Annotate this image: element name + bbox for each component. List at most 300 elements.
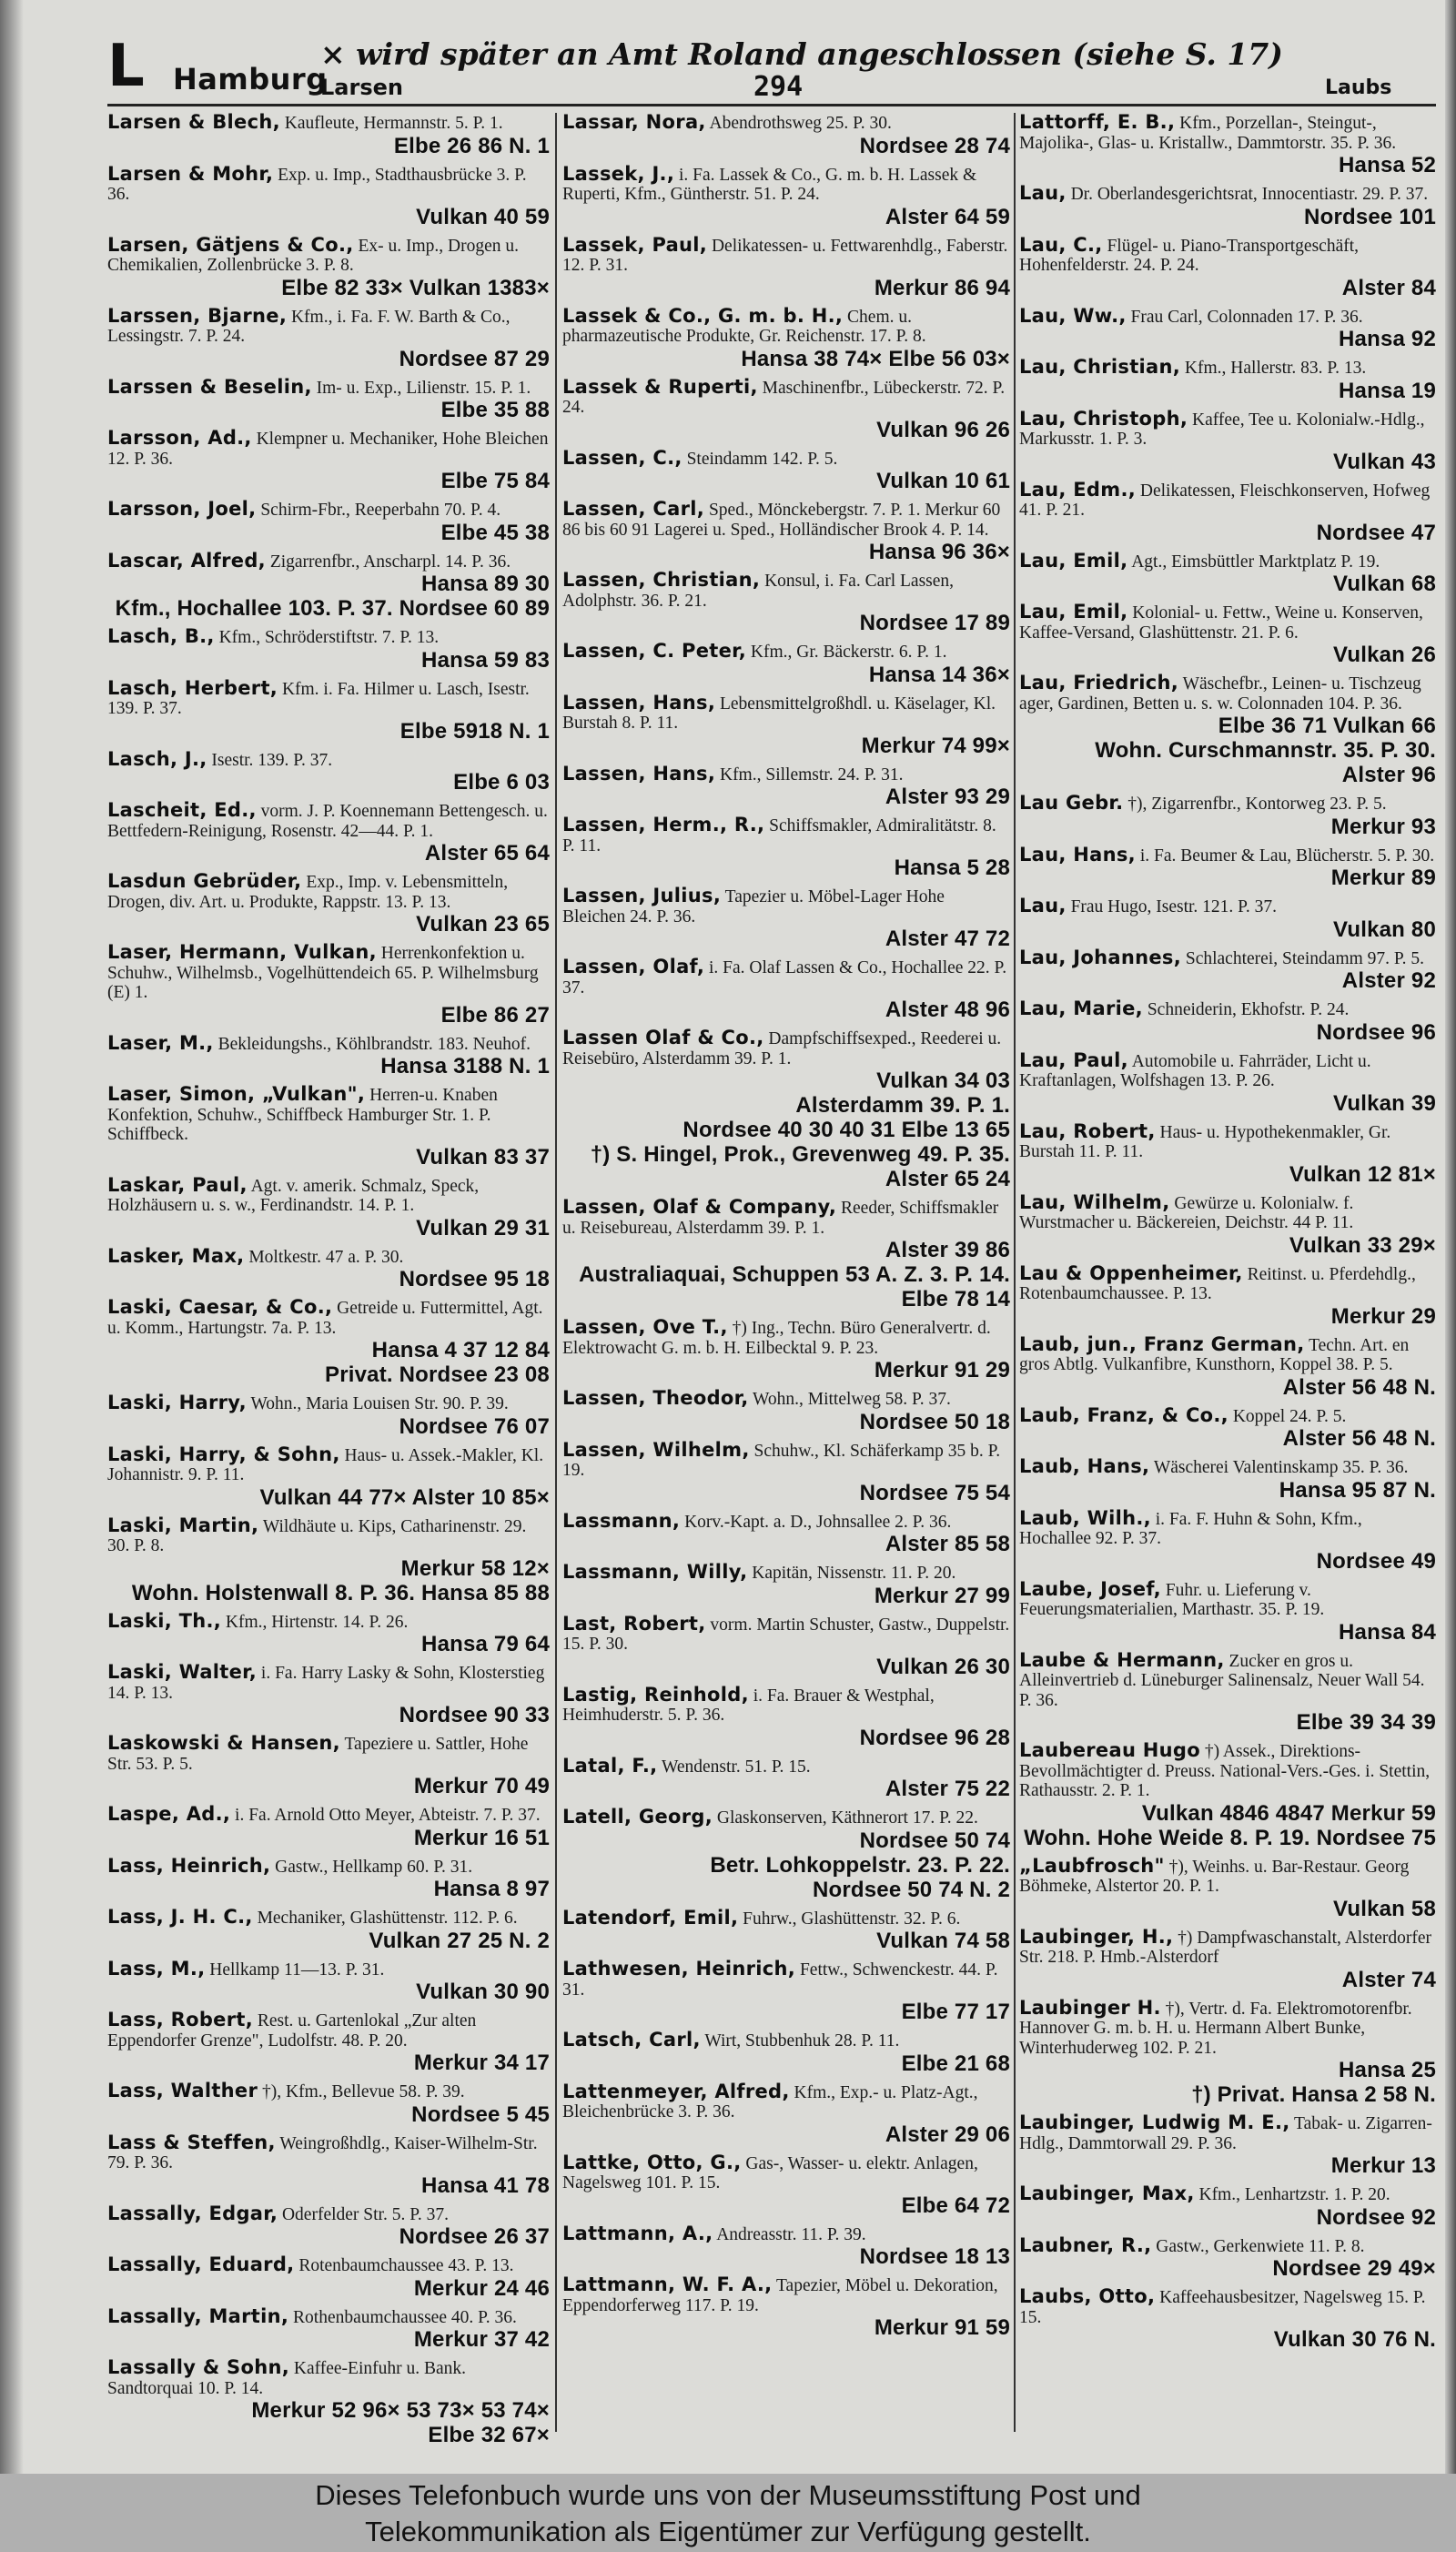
directory-entry — [107, 1854, 550, 1902]
entry-phone: Alster 96 — [1341, 763, 1436, 787]
directory-entry — [1019, 948, 1436, 994]
entry-phone: Merkur 86 94 — [874, 275, 1010, 300]
entry-details: Kfm., Hirtenstr. 14. P. 26. — [225, 1612, 409, 1632]
entry-details: †), Zigarrenfbr., Kontorweg 23. P. 5. — [1127, 795, 1387, 814]
entry-name: Lascheit, Ed., — [107, 799, 257, 821]
entry-phone: Alster 85 58 — [885, 1532, 1010, 1556]
entry-phone: Nordsee 87 29 — [399, 346, 550, 371]
entry-details: Maschinenfbr., Lübeckerstr. 72. P. 24. — [562, 378, 1006, 417]
entry-details: Kolonial- u. Fettw., Weine u. Konserven, Kaffee-Versand, Glashüttenstr. 21. P. 6. — [1019, 603, 1423, 643]
directory-entry — [562, 1318, 1010, 1382]
entry-details: †) Ing., Techn. Büro Generalvertr. d. Elektrowacht G. m. b. H. Eilbecktal 9. P. 23. — [562, 1319, 991, 1358]
entry-phone: Vulkan 26 — [1333, 643, 1436, 667]
entry-phone: Australiaquai, Schuppen 53 A. Z. 3. P. 14. — [579, 1262, 1010, 1287]
entry-phone: Merkur 16 51 — [413, 1825, 550, 1850]
entry-phone: Nordsee 101 — [1304, 204, 1436, 229]
directory-entry — [562, 1028, 1010, 1191]
entry-phone: Hansa 52 — [1339, 153, 1436, 177]
directory-entry — [562, 2082, 1010, 2147]
entry-phone: Elbe 35 88 — [440, 398, 550, 422]
directory-entry — [1019, 1048, 1436, 1116]
entry-name: Lau, Hans, — [1019, 843, 1136, 866]
exchange-notice: × wird später an Amt Roland angeschlossen (siehe S. 17) — [320, 36, 1283, 72]
entry-details: Fuhrw., Glashüttenstr. 32. P. 6. — [743, 1909, 961, 1929]
directory-entry — [562, 233, 1010, 300]
entry-name: Lass & Steffen, — [107, 2131, 276, 2153]
entry-details: Kaffee, Tee u. Kolonialw.-Hdlg., Markusstr. 1. P. 3. — [1019, 410, 1425, 449]
entry-details: i. Fa. Beumer & Lau, Blücherstr. 5. P. 30. — [1139, 846, 1435, 866]
directory-entry — [107, 2081, 550, 2127]
entry-phone: Elbe 21 68 — [901, 2051, 1010, 2076]
entry-details: Fuhr. u. Lieferung v. Feuerungsmaterialien, Marthastr. 35. P. 19. — [1019, 1580, 1325, 1619]
directory-entry — [1019, 407, 1436, 474]
directory-entry — [1019, 896, 1436, 942]
entry-details: Lebensmittelgroßhdl. u. Käselager, Kl. Burstah 8. P. 11. — [562, 694, 996, 733]
entry-name: Larssen & Beselin, — [107, 375, 312, 398]
entry-phone: Merkur 58 12× — [400, 1555, 550, 1581]
entry-phone: Vulkan 29 31 — [416, 1215, 550, 1241]
entry-details: Getreide u. Futtermittel, Agt. u. Komm., Hartungstr. 7a. P. 13. — [107, 1299, 543, 1338]
entry-name: Lassen, Hans, — [562, 691, 716, 714]
entry-name: Laubinger, Max, — [1019, 2182, 1195, 2204]
entry-phone: Nordsee 96 — [1316, 1019, 1436, 1045]
directory-entry — [1019, 1741, 1436, 1850]
entry-details: †), Kfm., Bellevue 58. P. 39. — [262, 2082, 465, 2101]
entry-phone: Hansa 14 36× — [868, 662, 1010, 687]
entry-name: Latendorf, Emil, — [562, 1906, 739, 1929]
entry-phone: Elbe 45 38 — [440, 520, 550, 545]
entry-details: Bekleidungshs., Köhlbrandstr. 183. Neuhof. — [217, 1034, 531, 1054]
entry-details: Kfm., Hallerstr. 83. P. 13. — [1184, 359, 1367, 378]
entry-name: Lassally, Edgar, — [107, 2202, 278, 2224]
entry-details: i. Fa. Harry Lasky & Sohn, Klosterstieg 14. P. 13. — [107, 1664, 545, 1703]
entry-name: Laser, M., — [107, 1031, 214, 1054]
entry-details: Hellkamp 11—13. P. 31. — [209, 1960, 385, 1980]
entry-phone: Elbe 26 86 N. 1 — [393, 133, 550, 158]
entry-name: Lau, — [1019, 182, 1067, 204]
directory-entry — [1019, 184, 1436, 229]
footer-notice — [0, 2474, 1456, 2552]
directory-entry — [107, 1085, 550, 1170]
page-edge-shadow — [1445, 0, 1456, 2474]
entry-name: Lastig, Reinhold, — [562, 1683, 749, 1706]
directory-entry — [107, 1516, 550, 1605]
directory-entry — [1019, 603, 1436, 667]
entry-name: Lass, Walther — [107, 2080, 258, 2101]
directory-entry — [562, 113, 1010, 158]
entry-phone: Vulkan 40 59 — [416, 204, 550, 229]
entry-name: Lassally, Eduard, — [107, 2253, 295, 2275]
directory-entry — [1019, 1261, 1436, 1329]
entry-details: Automobile u. Fahrräder, Licht u. Kraftanlagen, Wolfshagen 13. P. 26. — [1019, 1051, 1371, 1090]
entry-details: Chem. u. pharmazeutische Produkte, Gr. Reichenstr. 17. P. 8. — [562, 307, 926, 346]
directory-entry — [107, 1031, 550, 1079]
directory-entry — [1019, 233, 1436, 300]
directory-entry — [107, 162, 550, 229]
entry-details: Herrenkonfektion u. Schuhw., Wilhelmsb., Vogelhüttendeich 65. P. Wilhelmsburg (E) 1. — [107, 944, 539, 1002]
entry-details: Kfm., Exp.- u. Platz-Agt., Bleichenbrücke 3. P. 36. — [562, 2082, 978, 2122]
entry-details: Gewürze u. Kolonialw. f. Wurstmacher u. Bäckereien, Deichstr. 44 P. 11. — [1019, 1193, 1354, 1232]
entry-name: Lattenmeyer, Alfred, — [562, 2080, 790, 2102]
entry-name: Laub, Franz, & Co., — [1019, 1403, 1228, 1426]
entry-name: Lassen, C. Peter, — [562, 640, 746, 662]
entry-details: Kaffeehausbesitzer, Nagelsweg 15. P. 15. — [1019, 2288, 1426, 2327]
entry-details: †), Vertr. d. Fa. Elektromotorenfbr. Hannover G. m. b. H. u. Hermann Albert Bunke, Winterhuderweg 102. P. 21. — [1019, 1999, 1412, 2058]
directory-entry — [562, 2224, 1010, 2270]
entry-name: Lassen, Olaf, — [562, 956, 705, 977]
entry-phone: Vulkan 58 — [1333, 1896, 1436, 1921]
directory-entry — [107, 1393, 550, 1439]
directory-entry — [107, 1805, 550, 1850]
entry-details: Kfm., Porzellan-, Steingut-, Majolika-, Glas- u. Kristallw., Dammtorstr. 35. P. 36. — [1019, 114, 1397, 153]
entry-phone: Elbe 82 33× Vulkan 1383× — [281, 275, 550, 300]
entry-phone: Vulkan 43 — [1333, 449, 1436, 474]
directory-entry — [1019, 1332, 1436, 1400]
entry-phone: Hansa 8 97 — [433, 1877, 550, 1901]
directory-entry — [107, 1298, 550, 1387]
entry-details: Tapeziere u. Sattler, Hohe Str. 53. P. 5. — [107, 1735, 529, 1774]
entry-details: Glaskonserven, Käthnerort 17. P. 22. — [716, 1808, 978, 1828]
entry-details: Schneiderin, Ekhofstr. P. 24. — [1147, 1000, 1350, 1019]
entry-phone: Merkur 74 99× — [861, 733, 1010, 758]
entry-phone: Alster 29 06 — [885, 2122, 1010, 2147]
entry-phone: Vulkan 26 30 — [876, 1654, 1010, 1679]
directory-entry — [562, 762, 1010, 810]
directory-entry — [562, 162, 1010, 229]
directory-entry — [562, 815, 1010, 880]
entry-details: Gastw., Gerkenwiete 11. P. 8. — [1156, 2236, 1365, 2256]
entry-phone: Betr. Lohkoppelstr. 23. P. 22. — [710, 1852, 1010, 1878]
column-3 — [1019, 113, 1436, 2432]
entry-details: †) Assek., Direktions-Bevollmächtigter d. Preuss. National-Vers.-Ges. i. Stettin, Rathausstr. 2. P. 1. — [1019, 1742, 1431, 1800]
entry-details: vorm. J. P. Koennemann Bettengesch. u. Bettfedern-Reinigung, Rosenstr. 42—44. P. 1. — [107, 802, 548, 841]
entry-phone: Merkur 24 46 — [413, 2275, 550, 2301]
entry-name: Laubinger, Ludwig M. E., — [1019, 2111, 1290, 2133]
entry-name: Lau, Christian, — [1019, 356, 1181, 378]
entry-phone: Merkur 13 — [1330, 2153, 1436, 2178]
entry-details: Delikatessen, Fleischkonserven, Hofweg 41. P. 21. — [1019, 481, 1431, 520]
directory-entry — [107, 1609, 550, 1657]
entry-details: Sped., Mönckebergstr. 7. P. 1. Merkur 60 86 bis 60 91 Lagerei u. Sped., Holländischer Brook 4. P. 14. — [562, 501, 1001, 540]
entry-details: Dr. Oberlandesgerichtsrat, Innocentiastr. 29. P. 37. — [1070, 185, 1429, 204]
entry-name: Laspe, Ad., — [107, 1803, 231, 1825]
directory-entry — [562, 2153, 1010, 2218]
entry-details: Klempner u. Mechaniker, Hohe Bleichen 12. P. 36. — [107, 430, 549, 469]
directory-entry — [107, 2304, 550, 2353]
entry-phone: Hansa 79 64 — [421, 1632, 550, 1656]
entry-name: Lau, Marie, — [1019, 998, 1143, 1019]
entry-name: Lau, Emil, — [1019, 601, 1128, 623]
entry-phone: Nordsee 18 13 — [859, 2244, 1010, 2269]
entry-phone: Elbe 64 72 — [901, 2192, 1010, 2218]
entry-name: Laser, Simon, „Vulkan", — [107, 1083, 366, 1105]
entry-phone: Alster 92 — [1341, 968, 1436, 993]
directory-entry — [107, 872, 550, 937]
entry-name: Larsen & Mohr, — [107, 162, 274, 185]
entry-name: Lassen, Wilhelm, — [562, 1438, 750, 1461]
directory-entry — [562, 1960, 1010, 2024]
entry-phone: Elbe 39 34 39 — [1296, 1710, 1436, 1735]
entry-phone: Merkur 93 — [1330, 814, 1436, 839]
entry-name: Lassen, Julius, — [562, 885, 722, 906]
directory-entry — [107, 304, 550, 371]
entry-phone: Hansa 95 87 N. — [1279, 1477, 1436, 1503]
directory-entry — [562, 304, 1010, 371]
entry-phone: Nordsee 47 — [1316, 520, 1436, 545]
directory-entry — [1019, 113, 1436, 177]
entry-phone: Nordsee 40 30 40 31 Elbe 13 65 — [682, 1118, 1010, 1142]
entry-name: Laub, Wilh., — [1019, 1506, 1151, 1529]
entry-name: Lassally & Sohn, — [107, 2356, 289, 2378]
entry-name: Lassen, Ove T., — [562, 1316, 728, 1338]
entry-name: Laubinger, H., — [1019, 1925, 1174, 1948]
entry-phone: Nordsee 50 74 — [859, 1828, 1010, 1853]
entry-name: Lau, Johannes, — [1019, 946, 1181, 968]
entry-details: vorm. Martin Schuster, Gastw., Duppelstr. 15. P. 30. — [562, 1615, 1010, 1654]
entry-phone: Merkur 27 99 — [874, 1583, 1010, 1608]
directory-entry — [107, 1244, 550, 1292]
directory-entry — [1019, 1119, 1436, 1187]
entry-details: Haus- u. Hypothekenmakler, Gr. Burstah 11. P. 11. — [1019, 1122, 1391, 1161]
directory-entry — [107, 2255, 550, 2301]
directory-entry — [1019, 1457, 1436, 1503]
entry-phone: Nordsee 50 18 — [859, 1409, 1010, 1434]
directory-entry — [107, 943, 550, 1028]
entry-details: Korv.-Kapt. a. D., Johnsallee 2. P. 36. — [684, 1512, 952, 1532]
entry-phone: Wohn. Hohe Weide 8. P. 19. Nordsee 75 — [1024, 1825, 1436, 1850]
directory-entry — [107, 676, 550, 744]
entry-phone: Vulkan 23 65 — [416, 912, 550, 937]
entry-phone: Alster 74 — [1341, 1967, 1436, 1992]
entry-name: Lau, Friedrich, — [1019, 672, 1179, 694]
entry-phone: Nordsee 50 74 N. 2 — [812, 1877, 1010, 1902]
entry-name: Lassen, Herm., R., — [562, 814, 765, 835]
entry-name: Lau Gebr. — [1019, 792, 1124, 814]
directory-entry — [1019, 478, 1436, 545]
entry-name: Lattke, Otto, G., — [562, 2151, 742, 2173]
directory-entry — [107, 1734, 550, 1798]
entry-phone: Elbe 86 27 — [440, 1002, 550, 1028]
directory-entry — [562, 571, 1010, 635]
entry-details: Schirm-Fbr., Reeperbahn 70. P. 4. — [260, 501, 501, 520]
entry-phone: Elbe 5918 N. 1 — [399, 718, 550, 744]
entry-name: Lass, Robert, — [107, 2009, 253, 2030]
entry-details: Flügel- u. Piano-Transportgeschäft, Hohenfelderstr. 24. P. 24. — [1019, 236, 1360, 275]
entry-phone: Hansa 4 37 12 84 — [371, 1338, 550, 1362]
directory-entry — [562, 886, 1010, 951]
entry-name: „Laubfrosch" — [1019, 1854, 1165, 1877]
directory-entry — [107, 2204, 550, 2250]
entry-phone: Vulkan 10 61 — [876, 469, 1010, 493]
entry-details: Abendrothsweg 25. P. 30. — [709, 114, 892, 133]
entry-phone: Wohn. Holstenwall 8. P. 36. Hansa 85 88 — [131, 1580, 550, 1605]
entry-phone: Nordsee 96 28 — [859, 1725, 1010, 1750]
entry-details: Moltkestr. 47 a. P. 30. — [248, 1247, 404, 1267]
directory-entry — [107, 1663, 550, 1727]
entry-name: Lattmann, W. F. A., — [562, 2274, 773, 2295]
entry-phone: Vulkan 39 — [1333, 1090, 1436, 1116]
entry-phone: Alster 65 64 — [424, 841, 550, 866]
entry-phone: Merkur 34 17 — [413, 2051, 550, 2075]
directory-entry — [107, 1173, 550, 1241]
entry-phone: Vulkan 30 90 — [416, 1980, 550, 2004]
entry-details: Kfm., i. Fa. F. W. Barth & Co., Lessingstr. 7. P. 24. — [107, 307, 511, 346]
entry-phone: Hansa 84 — [1339, 1619, 1436, 1645]
column-divider — [1014, 113, 1016, 2432]
entry-phone: Kfm., Hochallee 103. P. 37. Nordsee 60 89 — [115, 596, 550, 621]
footer-line-2: Telekommunikation als Eigentümer zur Verfügung gestellt. — [365, 2516, 1091, 2547]
entry-details: Agt., Eimsbüttler Marktplatz P. 19. — [1131, 552, 1380, 572]
entry-phone: Hansa 41 78 — [421, 2172, 550, 2198]
directory-entry — [107, 1445, 550, 1510]
entry-phone: Nordsee 76 07 — [399, 1413, 550, 1439]
entry-details: Reeder, Schiffsmakler u. Reisebureau, Alsterdamm 39. P. 1. — [562, 1199, 999, 1238]
entry-name: Laubs, Otto, — [1019, 2285, 1156, 2307]
entry-name: Lau, — [1019, 895, 1067, 916]
entry-name: Lau, C., — [1019, 233, 1103, 256]
directory-entry — [562, 1438, 1010, 1505]
entry-details: Reitinst. u. Pferdehdlg., Rotenbaumchaussee. P. 13. — [1019, 1264, 1416, 1303]
entry-name: Lassek, J., — [562, 162, 675, 185]
entry-details: Oderfelder Str. 5. P. 37. — [281, 2204, 450, 2224]
entry-phone: Vulkan 33 29× — [1289, 1232, 1436, 1258]
entry-name: Lass, J. H. C., — [107, 1906, 253, 1928]
entry-name: Lassar, Nora, — [562, 111, 706, 133]
directory-entry — [562, 2030, 1010, 2076]
entry-name: Lass, Heinrich, — [107, 1854, 271, 1877]
directory-entry — [562, 1389, 1010, 1434]
entry-phone: Nordsee 5 45 — [411, 2101, 550, 2127]
entry-phone: Nordsee 49 — [1316, 1548, 1436, 1574]
entry-details: Kfm., Lenhartzstr. 1. P. 20. — [1198, 2185, 1390, 2204]
entry-details: Tapezier u. Möbel-Lager Hohe Bleichen 24. P. 36. — [562, 887, 945, 927]
entry-name: Lassen Olaf & Co., — [562, 1027, 764, 1048]
entry-details: Kaufleute, Hermannstr. 5. P. 1. — [284, 114, 503, 133]
entry-details: Schuhw., Kl. Schäferkamp 35 b. P. 19. — [562, 1441, 1001, 1480]
entry-phone: Vulkan 30 76 N. — [1273, 2327, 1436, 2352]
entry-details: Kaffee-Einfuhr u. Bank. Sandtorquai 10. P. 14. — [107, 2359, 467, 2398]
entry-name: Laubereau Hugo — [1019, 1739, 1200, 1761]
entry-details: Frau Hugo, Isestr. 121. P. 37. — [1070, 897, 1277, 916]
header-rule — [107, 104, 1436, 106]
entry-name: Larsen & Blech, — [107, 111, 280, 133]
entry-name: Laski, Th., — [107, 1609, 222, 1632]
entry-phone: Hansa 92 — [1339, 327, 1436, 351]
entry-phone: Wohn. Curschmannstr. 35. P. 30. — [1095, 738, 1436, 763]
entry-details: Haus- u. Assek.-Makler, Kl. Johannistr. 9. P. 11. — [107, 1445, 544, 1484]
entry-details: Agt. v. amerik. Schmalz, Speck, Holzhäusern u. s. w., Ferdinandstr. 14. P. 1. — [107, 1176, 480, 1215]
entry-phone: Hansa 25 — [1339, 2058, 1436, 2082]
entry-name: Lau, Christoph, — [1019, 407, 1188, 430]
entry-phone: Vulkan 96 26 — [876, 417, 1010, 442]
entry-phone: Alster 84 — [1341, 275, 1436, 300]
entry-phone: Elbe 6 03 — [453, 770, 550, 795]
directory-entry — [107, 2010, 550, 2075]
entry-phone: Alster 56 48 N. — [1282, 1426, 1436, 1451]
entry-phone: Vulkan 83 37 — [416, 1144, 550, 1170]
entry-details: Kfm. i. Fa. Hilmer u. Lasch, Isestr. 139. P. 37. — [107, 679, 530, 718]
directory-entry — [562, 375, 1010, 442]
entry-name: Latsch, Carl, — [562, 2029, 701, 2051]
entry-name: Laskowski & Hansen, — [107, 1732, 340, 1754]
directory-entry — [107, 627, 550, 673]
entry-details: Dampfschiffsexped., Reederei u. Reisebüro, Alsterdamm 39. P. 1. — [562, 1029, 1002, 1068]
entry-phone: Elbe 32 67× — [428, 2423, 550, 2447]
directory-entry — [1019, 1577, 1436, 1645]
directory-entry — [562, 1754, 1010, 1802]
entry-phone: Alster 64 59 — [885, 204, 1010, 229]
section-letter: L — [107, 33, 145, 100]
entry-phone: Merkur 91 29 — [874, 1358, 1010, 1382]
entry-details: Zucker en gros u. Alleinvertrieb d. Lüneburger Salinensalz, Neuer Wall 54. P. 36. — [1019, 1651, 1425, 1710]
entry-phone: Merkur 89 — [1330, 866, 1436, 890]
entry-name: Lascar, Alfred, — [107, 549, 266, 572]
entry-phone: Nordsee 26 37 — [399, 2224, 550, 2249]
entry-phone: Alster 56 48 N. — [1282, 1374, 1436, 1400]
entry-name: Laube & Hermann, — [1019, 1648, 1225, 1671]
entry-details: †) Dampfwaschanstalt, Alsterdorfer Str. 218. P. Hmb.-Alsterdorf — [1019, 1928, 1431, 1967]
entry-phone: Hansa 59 83 — [421, 647, 550, 673]
entry-name: Laski, Martin, — [107, 1514, 259, 1536]
entry-phone: †) Privat. Hansa 2 58 N. — [1191, 2082, 1436, 2107]
entry-name: Lattorff, E. B., — [1019, 111, 1176, 133]
directory-entry — [562, 691, 1010, 758]
entry-name: Lau, Paul, — [1019, 1048, 1128, 1071]
page-header — [107, 35, 1445, 104]
entry-details: Herren-u. Knaben Konfektion, Schuhw., Schiffbeck Hamburger Str. 1. P. Schiffbeck. — [107, 1086, 498, 1144]
entry-phone: Alsterdamm 39. P. 1. — [795, 1093, 1010, 1118]
entry-details: Ex- u. Imp., Drogen u. Chemikalien, Zollenbrücke 3. P. 8. — [107, 236, 519, 275]
entry-phone: Nordsee 90 33 — [399, 1703, 550, 1727]
entry-phone: Nordsee 29 49× — [1272, 2256, 1436, 2281]
entry-details: Delikatessen- u. Fettwarenhdlg., Faberstr. 12. P. 31. — [562, 236, 1008, 275]
entry-name: Lassen, Christian, — [562, 569, 761, 591]
entry-phone: Hansa 96 36× — [868, 540, 1010, 564]
directory-entry — [562, 1808, 1010, 1902]
entry-details: Weingroßhdlg., Kaiser-Wilhelm-Str. 79. P. 36. — [107, 2133, 538, 2172]
entry-name: Lassen, Hans, — [562, 762, 716, 785]
entry-details: i. Fa. Lassek & Co., G. m. b. H. Lassek & Ruperti, Kfm., Güntherstr. 51. P. 24. — [562, 165, 977, 204]
directory-entry — [562, 957, 1010, 1022]
first-entry-word: Larsen — [320, 75, 403, 100]
entry-details: Steindamm 142. P. 5. — [686, 449, 838, 469]
page-number: 294 — [753, 71, 804, 103]
directory-entry — [562, 1198, 1010, 1311]
directory-entry — [1019, 794, 1436, 839]
directory-entry — [107, 375, 550, 423]
entry-details: Koppel 24. P. 5. — [1232, 1406, 1347, 1426]
entry-phone: Merkur 37 42 — [413, 2327, 550, 2352]
directory-entry — [562, 1509, 1010, 1557]
entry-details: Kfm., Schröderstiftstr. 7. P. 13. — [218, 628, 440, 647]
entry-details: Tapezier, Möbel u. Dekoration, Eppendorferweg 117. P. 19. — [562, 2276, 998, 2315]
entry-details: Kapitän, Nissenstr. 11. P. 20. — [752, 1564, 956, 1583]
entry-name: Laubinger H. — [1019, 1996, 1161, 2019]
entry-name: Laub, jun., Franz German, — [1019, 1332, 1305, 1355]
entry-phone: Nordsee 95 18 — [399, 1267, 550, 1291]
entry-phone: Merkur 70 49 — [413, 1774, 550, 1798]
entry-name: Last, Robert, — [562, 1612, 706, 1635]
entry-phone: Merkur 91 59 — [874, 2315, 1010, 2340]
entry-details: Fettw., Schwenckestr. 44. P. 31. — [562, 1960, 998, 2000]
directory-entry — [562, 1612, 1010, 1679]
entry-phone: Merkur 29 — [1330, 1303, 1436, 1329]
column-divider — [555, 113, 557, 2432]
directory-entry — [1019, 1996, 1436, 2108]
entry-phone: Nordsee 17 89 — [859, 611, 1010, 635]
entry-details: Wohn., Mittelweg 58. P. 37. — [753, 1390, 951, 1409]
entry-phone: Nordsee 28 74 — [859, 133, 1010, 158]
